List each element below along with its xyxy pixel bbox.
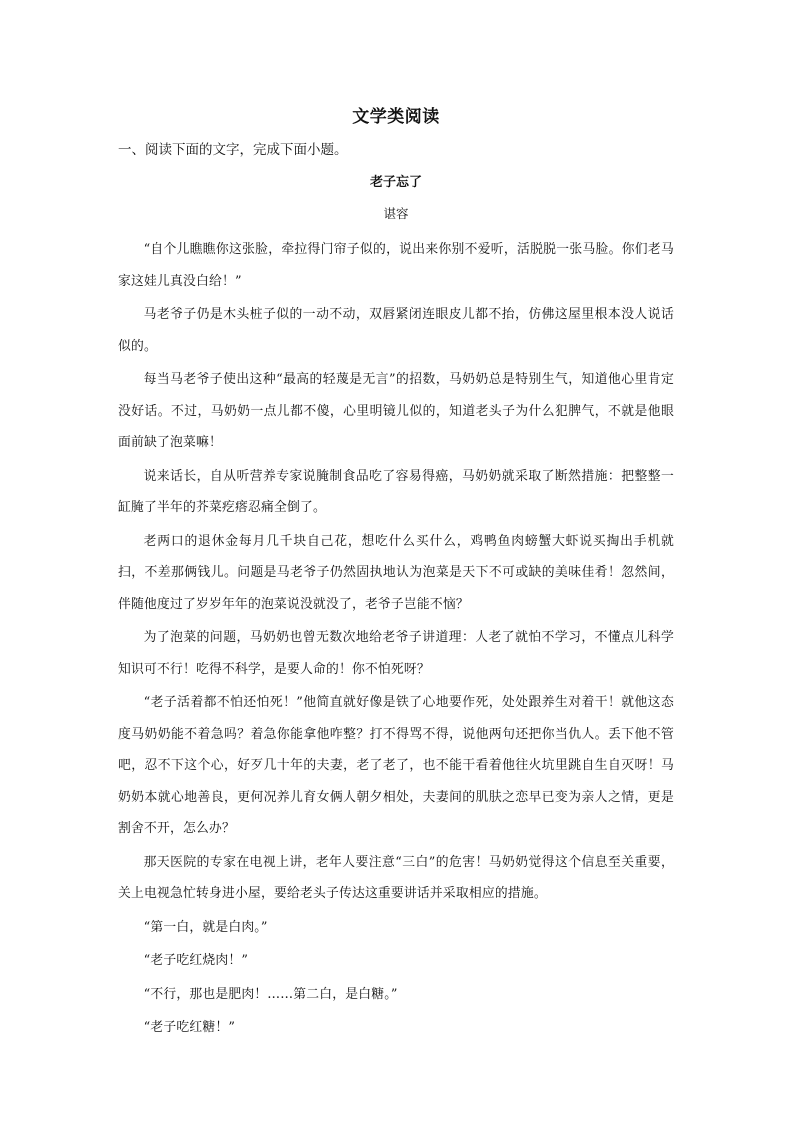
paragraph-6: 为了泡菜的问题，马奶奶也曾无数次地给老爷子讲道理：人老了就怕不学习，不懂点儿科学知识可不行！吃得不科学，是要人命的！你不怕死呀？ <box>118 630 674 677</box>
story-body <box>118 234 674 1044</box>
paragraph-11: “不行，那也是肥肉！……第二白，是白糖。” <box>143 986 398 1002</box>
story-author: 谌容 <box>383 206 409 221</box>
page-title: 文学类阅读 <box>352 107 440 127</box>
paragraph-5: 老两口的退休金每月几千块自己花，想吃什么买什么，鸡鸭鱼肉螃蟹大虾说买掏出手机就扫，不差那俩钱儿。问题是马老爷子仍然固执地认为泡菜是天下不可或缺的美味佳肴！忽然间，伴随他度过了岁岁年年的泡菜说没就没了，老爷子岂能不恼？ <box>118 533 674 612</box>
paragraph-8: 那天医院的专家在电视上讲，老年人要注意“三白”的危害！马奶奶觉得这个信息至关重要，关上电视急忙转身进小屋，要给老头子传达这重要讲话并采取相应的措施。 <box>118 854 674 901</box>
story-title: 老子忘了 <box>369 175 422 190</box>
paragraph-12: “老子吃红糖！” <box>143 1020 236 1035</box>
paragraph-3: 每当马老爷子使出这种“最高的轻蔑是无言”的招数，马奶奶总是特别生气，知道他心里肯定没好话。不过，马奶奶一点儿都不傻，心里明镜儿似的，知道老头子为什么犯脾气，不就是他眼面前缺了泡菜嘛！ <box>118 372 674 450</box>
paragraph-7: “老子活着都不怕还怕死！”他简直就好像是铁了心地要作死，处处跟养生对着干！就他这态度马奶奶能不着急吗？着急你能拿他咋整？打不得骂不得，说他两句还把你当仇人。丢下他不管吧，忍不下这个心，好歹几十年的夫妻，老了老了，也不能干看着他往火坑里跳自生自灭呀！马奶奶本就心地善良，更何况养儿育女俩人朝夕相处，夫妻间的肌肤之恋早已变为亲人之情，更是割舍不开，怎么办？ <box>118 695 674 836</box>
paragraph-9: “第一白，就是白肉。” <box>143 919 268 935</box>
paragraph-4: 说来话长，自从听营养专家说腌制食品吃了容易得癌，马奶奶就采取了断然措施：把整整一缸腌了半年的芥菜疙瘩忍痛全倒了。 <box>118 468 674 515</box>
paragraph-2: 马老爷子仍是木头桩子似的一动不动，双唇紧闭连眼皮儿都不抬，仿佛这屋里根本没人说话似的。 <box>118 307 674 354</box>
question-instruction: 一、阅读下面的文字，完成下面小题。 <box>118 142 348 158</box>
paragraph-10: “老子吃红烧肉！” <box>143 953 249 968</box>
paragraph-1: “自个儿瞧瞧你这张脸，牵拉得门帘子似的，说出来你别不爱听，活脱脱一张马脸。你们老马家这娃儿真没白给！” <box>118 242 674 289</box>
